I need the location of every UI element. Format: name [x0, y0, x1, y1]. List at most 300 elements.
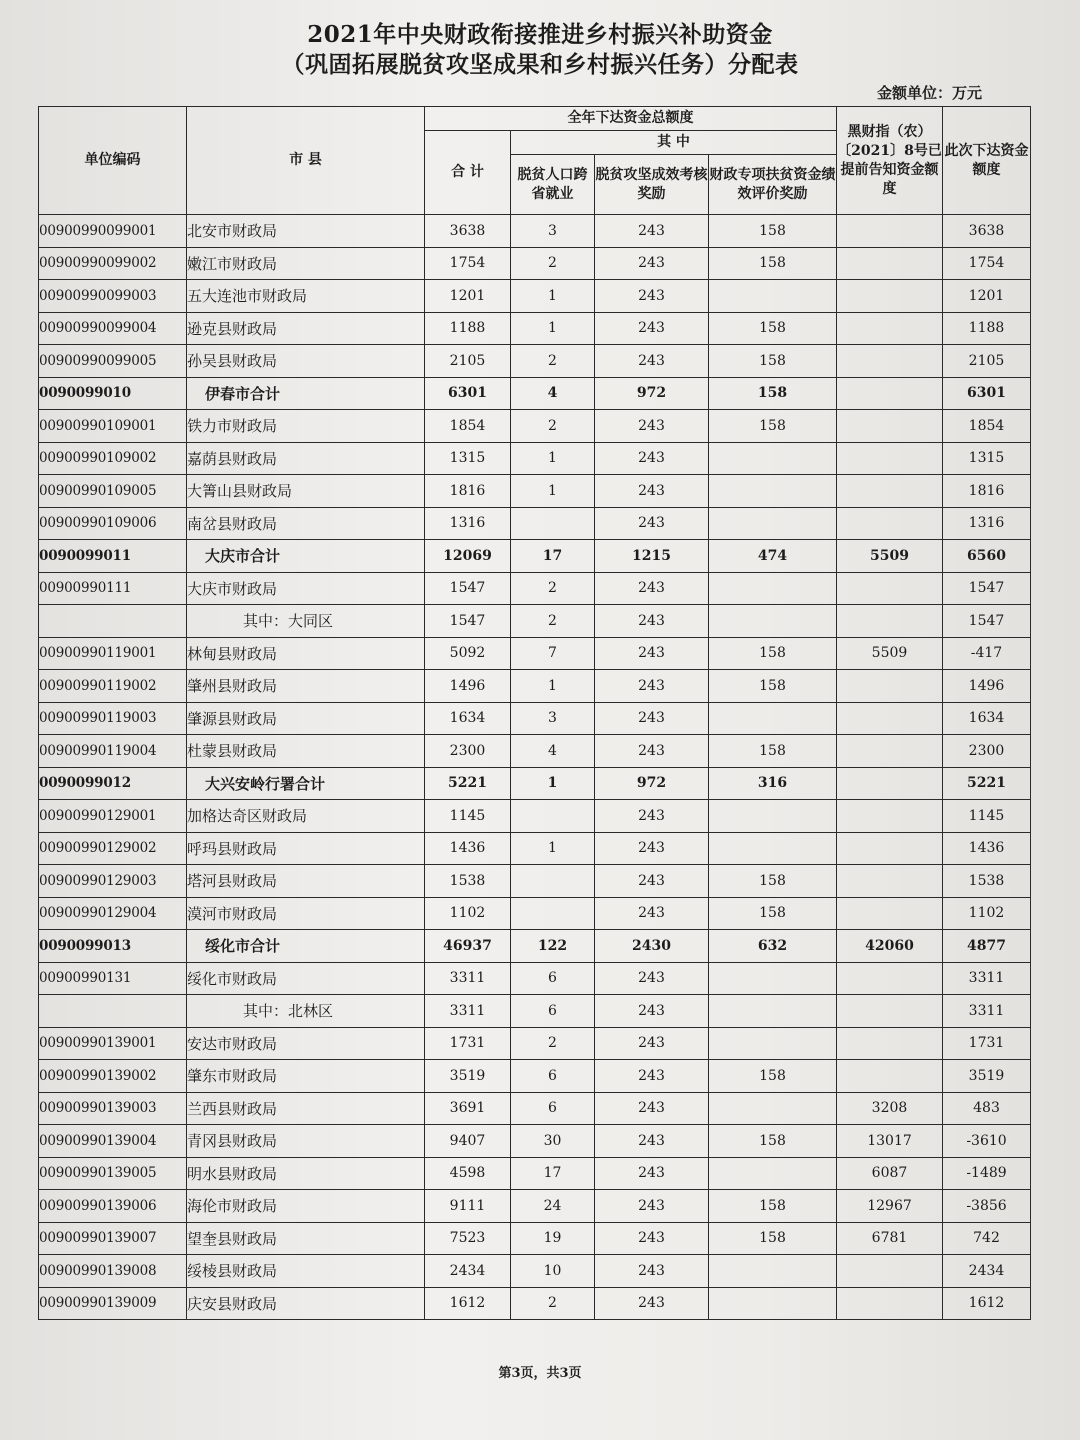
assessment-reward-cell: 243 [595, 572, 709, 605]
performance-reward-cell: 158 [709, 1125, 837, 1158]
assessment-reward-cell: 243 [595, 1027, 709, 1060]
assessment-reward-cell: 243 [595, 897, 709, 930]
sum-cell: 3311 [425, 962, 511, 995]
table-row [39, 345, 1031, 378]
advance-notice-cell: 13017 [837, 1125, 943, 1158]
advance-notice-cell: 5509 [837, 540, 943, 573]
unit-code-cell: 00900990139005 [39, 1157, 187, 1190]
unit-name-cell: 肇州县财政局 [187, 670, 425, 703]
unit-name-cell: 大庆市合计 [187, 540, 425, 573]
performance-reward-cell: 158 [709, 897, 837, 930]
advance-notice-cell [837, 377, 943, 410]
sum-cell: 3311 [425, 995, 511, 1028]
advance-notice-cell [837, 865, 943, 898]
cross-province-cell: 6 [511, 1092, 595, 1125]
table-subtotal-row [39, 540, 1031, 573]
advance-notice-cell [837, 280, 943, 313]
assessment-reward-cell: 243 [595, 995, 709, 1028]
sum-cell: 1547 [425, 605, 511, 638]
current-allocation-cell: 1538 [943, 865, 1031, 898]
current-allocation-cell: 1188 [943, 312, 1031, 345]
unit-name-cell: 杜蒙县财政局 [187, 735, 425, 768]
advance-notice-cell: 3208 [837, 1092, 943, 1125]
sum-cell: 7523 [425, 1222, 511, 1255]
cross-province-cell: 10 [511, 1255, 595, 1288]
table-row [39, 410, 1031, 443]
current-allocation-cell: -3610 [943, 1125, 1031, 1158]
cross-province-cell: 4 [511, 735, 595, 768]
assessment-reward-cell: 243 [595, 312, 709, 345]
current-allocation-cell: 2300 [943, 735, 1031, 768]
unit-name-cell: 嫩江市财政局 [187, 247, 425, 280]
cross-province-cell: 2 [511, 1027, 595, 1060]
cross-province-cell [511, 865, 595, 898]
unit-code-cell: 00900990109001 [39, 410, 187, 443]
unit-name-cell: 肇东市财政局 [187, 1060, 425, 1093]
unit-name-cell: 绥棱县财政局 [187, 1255, 425, 1288]
assessment-reward-cell: 243 [595, 670, 709, 703]
document-title-line1: 2021年中央财政衔接推进乡村振兴补助资金 [307, 21, 773, 48]
advance-notice-cell [837, 702, 943, 735]
cross-province-cell: 4 [511, 377, 595, 410]
performance-reward-cell [709, 280, 837, 313]
unit-name-cell: 其中：北林区 [187, 995, 425, 1028]
unit-name-cell: 铁力市财政局 [187, 410, 425, 443]
unit-name-cell: 加格达奇区财政局 [187, 800, 425, 833]
current-allocation-cell: -3856 [943, 1190, 1031, 1223]
performance-reward-cell: 158 [709, 1222, 837, 1255]
sum-cell: 1102 [425, 897, 511, 930]
current-allocation-cell: 3311 [943, 962, 1031, 995]
header-sum: 合 计 [425, 131, 511, 215]
current-allocation-cell: 6560 [943, 540, 1031, 573]
current-allocation-cell: 2434 [943, 1255, 1031, 1288]
performance-reward-cell [709, 995, 837, 1028]
performance-reward-cell: 158 [709, 735, 837, 768]
current-allocation-cell: 1754 [943, 247, 1031, 280]
sum-cell: 1612 [425, 1287, 511, 1320]
current-allocation-cell: 3519 [943, 1060, 1031, 1093]
performance-reward-cell [709, 605, 837, 638]
table-row [39, 247, 1031, 280]
assessment-reward-cell: 243 [595, 1190, 709, 1223]
unit-name-cell: 肇源县财政局 [187, 702, 425, 735]
unit-code-cell: 00900990119003 [39, 702, 187, 735]
current-allocation-cell: 742 [943, 1222, 1031, 1255]
sum-cell: 5092 [425, 637, 511, 670]
unit-name-cell: 大箐山县财政局 [187, 475, 425, 508]
performance-reward-cell [709, 1287, 837, 1320]
table-row [39, 1125, 1031, 1158]
unit-code-cell: 00900990139008 [39, 1255, 187, 1288]
current-allocation-cell: 1634 [943, 702, 1031, 735]
current-allocation-cell: 6301 [943, 377, 1031, 410]
unit-name-cell: 孙吴县财政局 [187, 345, 425, 378]
assessment-reward-cell: 243 [595, 1222, 709, 1255]
unit-name-cell: 南岔县财政局 [187, 507, 425, 540]
unit-code-cell: 0090099012 [39, 767, 187, 800]
sum-cell: 1538 [425, 865, 511, 898]
unit-name-cell: 大庆市财政局 [187, 572, 425, 605]
unit-code-cell: 00900990139001 [39, 1027, 187, 1060]
advance-notice-cell [837, 1287, 943, 1320]
advance-notice-cell [837, 1060, 943, 1093]
table-row [39, 1222, 1031, 1255]
table-row [39, 507, 1031, 540]
current-allocation-cell: -1489 [943, 1157, 1031, 1190]
advance-notice-cell [837, 247, 943, 280]
table-row [39, 995, 1031, 1028]
unit-code-cell: 00900990129003 [39, 865, 187, 898]
performance-reward-cell: 158 [709, 670, 837, 703]
performance-reward-cell: 158 [709, 377, 837, 410]
table-row [39, 1157, 1031, 1190]
sum-cell: 2105 [425, 345, 511, 378]
unit-name-cell: 北安市财政局 [187, 215, 425, 248]
sum-cell: 9407 [425, 1125, 511, 1158]
unit-name-cell: 望奎县财政局 [187, 1222, 425, 1255]
table-row [39, 800, 1031, 833]
assessment-reward-cell: 243 [595, 442, 709, 475]
performance-reward-cell: 632 [709, 930, 837, 963]
unit-code-cell: 00900990139006 [39, 1190, 187, 1223]
assessment-reward-cell: 972 [595, 767, 709, 800]
unit-name-cell: 青冈县财政局 [187, 1125, 425, 1158]
assessment-reward-cell: 243 [595, 735, 709, 768]
table-row [39, 312, 1031, 345]
advance-notice-cell [837, 832, 943, 865]
cross-province-cell: 1 [511, 670, 595, 703]
header-code: 单位编码 [39, 107, 187, 215]
cross-province-cell: 2 [511, 572, 595, 605]
performance-reward-cell: 158 [709, 1190, 837, 1223]
unit-code-cell: 00900990119002 [39, 670, 187, 703]
performance-reward-cell [709, 1092, 837, 1125]
advance-notice-cell [837, 442, 943, 475]
current-allocation-cell: 483 [943, 1092, 1031, 1125]
table-subtotal-row [39, 930, 1031, 963]
advance-notice-cell [837, 735, 943, 768]
table-row [39, 442, 1031, 475]
unit-code-cell: 00900990139007 [39, 1222, 187, 1255]
sum-cell: 6301 [425, 377, 511, 410]
sum-cell: 1315 [425, 442, 511, 475]
advance-notice-cell [837, 605, 943, 638]
header-cross-province-employment: 脱贫人口跨省就业 [511, 155, 595, 215]
cross-province-cell: 122 [511, 930, 595, 963]
assessment-reward-cell: 243 [595, 280, 709, 313]
unit-code-cell: 00900990129004 [39, 897, 187, 930]
assessment-reward-cell: 243 [595, 865, 709, 898]
unit-name-cell: 海伦市财政局 [187, 1190, 425, 1223]
assessment-reward-cell: 243 [595, 962, 709, 995]
table-row [39, 1060, 1031, 1093]
unit-name-cell: 庆安县财政局 [187, 1287, 425, 1320]
sum-cell: 2434 [425, 1255, 511, 1288]
advance-notice-cell [837, 800, 943, 833]
cross-province-cell: 2 [511, 605, 595, 638]
performance-reward-cell: 474 [709, 540, 837, 573]
advance-notice-cell [837, 767, 943, 800]
sum-cell: 46937 [425, 930, 511, 963]
unit-name-cell: 林甸县财政局 [187, 637, 425, 670]
cross-province-cell: 6 [511, 962, 595, 995]
current-allocation-cell: 1854 [943, 410, 1031, 443]
sum-cell: 1854 [425, 410, 511, 443]
current-allocation-cell: 1316 [943, 507, 1031, 540]
unit-code-cell: 00900990131 [39, 962, 187, 995]
assessment-reward-cell: 1215 [595, 540, 709, 573]
cross-province-cell [511, 800, 595, 833]
current-allocation-cell: -417 [943, 637, 1031, 670]
cross-province-cell: 17 [511, 1157, 595, 1190]
performance-reward-cell: 158 [709, 1060, 837, 1093]
cross-province-cell: 30 [511, 1125, 595, 1158]
table-row [39, 605, 1031, 638]
table-body [39, 215, 1031, 1320]
sum-cell: 5221 [425, 767, 511, 800]
advance-notice-cell [837, 995, 943, 1028]
sum-cell: 1547 [425, 572, 511, 605]
unit-code-cell: 00900990119001 [39, 637, 187, 670]
unit-name-cell: 漠河市财政局 [187, 897, 425, 930]
sum-cell: 1731 [425, 1027, 511, 1060]
current-allocation-cell: 1145 [943, 800, 1031, 833]
cross-province-cell: 19 [511, 1222, 595, 1255]
unit-name-cell: 其中：大同区 [187, 605, 425, 638]
cross-province-cell: 7 [511, 637, 595, 670]
advance-notice-cell [837, 215, 943, 248]
advance-notice-cell: 12967 [837, 1190, 943, 1223]
unit-name-cell: 兰西县财政局 [187, 1092, 425, 1125]
assessment-reward-cell: 243 [595, 1255, 709, 1288]
unit-code-cell: 0090099013 [39, 930, 187, 963]
cross-province-cell: 3 [511, 215, 595, 248]
unit-code-cell: 00900990109002 [39, 442, 187, 475]
sum-cell: 1496 [425, 670, 511, 703]
cross-province-cell: 2 [511, 345, 595, 378]
table-subtotal-row [39, 377, 1031, 410]
advance-notice-cell [837, 670, 943, 703]
table-row [39, 962, 1031, 995]
cross-province-cell: 2 [511, 247, 595, 280]
table-row [39, 280, 1031, 313]
advance-notice-cell [837, 507, 943, 540]
cross-province-cell [511, 897, 595, 930]
header-city: 市 县 [187, 107, 425, 215]
performance-reward-cell: 158 [709, 247, 837, 280]
cross-province-cell: 2 [511, 410, 595, 443]
unit-code-cell: 0090099011 [39, 540, 187, 573]
assessment-reward-cell: 243 [595, 410, 709, 443]
performance-reward-cell [709, 702, 837, 735]
header-assessment-reward: 脱贫攻坚成效考核奖励 [595, 155, 709, 215]
unit-name-cell: 伊春市合计 [187, 377, 425, 410]
unit-code-cell: 00900990139003 [39, 1092, 187, 1125]
unit-code-cell: 00900990139009 [39, 1287, 187, 1320]
unit-name-cell: 五大连池市财政局 [187, 280, 425, 313]
assessment-reward-cell: 243 [595, 832, 709, 865]
current-allocation-cell: 1612 [943, 1287, 1031, 1320]
advance-notice-cell: 5509 [837, 637, 943, 670]
sum-cell: 1201 [425, 280, 511, 313]
unit-name-cell: 逊克县财政局 [187, 312, 425, 345]
unit-name-cell: 绥化市合计 [187, 930, 425, 963]
cross-province-cell: 3 [511, 702, 595, 735]
performance-reward-cell [709, 572, 837, 605]
current-allocation-cell: 1496 [943, 670, 1031, 703]
advance-notice-cell [837, 1027, 943, 1060]
table-row [39, 215, 1031, 248]
assessment-reward-cell: 243 [595, 1157, 709, 1190]
unit-code-cell: 00900990119004 [39, 735, 187, 768]
unit-code-cell: 0090099010 [39, 377, 187, 410]
sum-cell: 1754 [425, 247, 511, 280]
sum-cell: 9111 [425, 1190, 511, 1223]
current-allocation-cell: 2105 [943, 345, 1031, 378]
table-row [39, 475, 1031, 508]
table-row [39, 572, 1031, 605]
sum-cell: 3691 [425, 1092, 511, 1125]
performance-reward-cell: 158 [709, 865, 837, 898]
unit-code-cell: 00900990139004 [39, 1125, 187, 1158]
performance-reward-cell [709, 832, 837, 865]
advance-notice-cell [837, 1255, 943, 1288]
header-current-allocation: 此次下达资金额度 [943, 107, 1031, 215]
current-allocation-cell: 1102 [943, 897, 1031, 930]
table-row [39, 702, 1031, 735]
cross-province-cell: 1 [511, 280, 595, 313]
sum-cell: 1145 [425, 800, 511, 833]
unit-name-cell: 嘉荫县财政局 [187, 442, 425, 475]
assessment-reward-cell: 243 [595, 1125, 709, 1158]
table-row [39, 865, 1031, 898]
cross-province-cell: 2 [511, 1287, 595, 1320]
assessment-reward-cell: 243 [595, 605, 709, 638]
sum-cell: 1436 [425, 832, 511, 865]
header-performance-reward: 财政专项扶贫资金绩效评价奖励 [709, 155, 837, 215]
unit-name-cell: 大兴安岭行署合计 [187, 767, 425, 800]
performance-reward-cell [709, 962, 837, 995]
cross-province-cell: 1 [511, 832, 595, 865]
current-allocation-cell: 1547 [943, 605, 1031, 638]
unit-name-cell: 安达市财政局 [187, 1027, 425, 1060]
performance-reward-cell: 158 [709, 215, 837, 248]
assessment-reward-cell: 243 [595, 1060, 709, 1093]
assessment-reward-cell: 243 [595, 637, 709, 670]
current-allocation-cell: 3638 [943, 215, 1031, 248]
unit-code-cell [39, 605, 187, 638]
performance-reward-cell: 158 [709, 637, 837, 670]
unit-name-cell: 塔河县财政局 [187, 865, 425, 898]
assessment-reward-cell: 243 [595, 247, 709, 280]
current-allocation-cell: 1547 [943, 572, 1031, 605]
assessment-reward-cell: 243 [595, 702, 709, 735]
sum-cell: 1188 [425, 312, 511, 345]
unit-name-cell: 绥化市财政局 [187, 962, 425, 995]
assessment-reward-cell: 243 [595, 1092, 709, 1125]
performance-reward-cell [709, 1255, 837, 1288]
table-row [39, 735, 1031, 768]
unit-code-cell: 00900990109005 [39, 475, 187, 508]
current-allocation-cell: 4877 [943, 930, 1031, 963]
assessment-reward-cell: 2430 [595, 930, 709, 963]
cross-province-cell: 17 [511, 540, 595, 573]
sum-cell: 1634 [425, 702, 511, 735]
cross-province-cell: 6 [511, 995, 595, 1028]
assessment-reward-cell: 243 [595, 345, 709, 378]
table-row [39, 1287, 1031, 1320]
assessment-reward-cell: 243 [595, 1287, 709, 1320]
table-row [39, 637, 1031, 670]
header-advance-notice: 黑财指（农）〔2021〕8号已提前告知资金额度 [837, 107, 943, 215]
current-allocation-cell: 1436 [943, 832, 1031, 865]
unit-code-cell: 00900990139002 [39, 1060, 187, 1093]
sum-cell: 12069 [425, 540, 511, 573]
advance-notice-cell [837, 475, 943, 508]
advance-notice-cell: 42060 [837, 930, 943, 963]
advance-notice-cell [837, 897, 943, 930]
unit-name-cell: 呼玛县财政局 [187, 832, 425, 865]
advance-notice-cell [837, 345, 943, 378]
table-row [39, 832, 1031, 865]
current-allocation-cell: 5221 [943, 767, 1031, 800]
performance-reward-cell: 158 [709, 312, 837, 345]
performance-reward-cell: 316 [709, 767, 837, 800]
advance-notice-cell [837, 312, 943, 345]
current-allocation-cell: 1315 [943, 442, 1031, 475]
sum-cell: 2300 [425, 735, 511, 768]
performance-reward-cell: 158 [709, 410, 837, 443]
unit-code-cell: 00900990099005 [39, 345, 187, 378]
cross-province-cell [511, 507, 595, 540]
assessment-reward-cell: 243 [595, 475, 709, 508]
performance-reward-cell [709, 475, 837, 508]
unit-code-cell: 00900990099004 [39, 312, 187, 345]
current-allocation-cell: 1731 [943, 1027, 1031, 1060]
table-row [39, 670, 1031, 703]
unit-name-cell: 明水县财政局 [187, 1157, 425, 1190]
table-row [39, 1092, 1031, 1125]
performance-reward-cell [709, 1157, 837, 1190]
assessment-reward-cell: 972 [595, 377, 709, 410]
sum-cell: 3519 [425, 1060, 511, 1093]
sum-cell: 4598 [425, 1157, 511, 1190]
cross-province-cell: 1 [511, 475, 595, 508]
table-row [39, 897, 1031, 930]
advance-notice-cell [837, 572, 943, 605]
header-annual-total: 全年下达资金总额度 [425, 107, 837, 131]
unit-code-cell [39, 995, 187, 1028]
amount-unit-note: 金额单位：万元 [876, 84, 982, 102]
table-row [39, 1255, 1031, 1288]
performance-reward-cell [709, 442, 837, 475]
cross-province-cell: 1 [511, 442, 595, 475]
unit-code-cell: 00900990109006 [39, 507, 187, 540]
cross-province-cell: 24 [511, 1190, 595, 1223]
sum-cell: 1816 [425, 475, 511, 508]
current-allocation-cell: 3311 [943, 995, 1031, 1028]
unit-code-cell: 00900990099002 [39, 247, 187, 280]
unit-code-cell: 00900990111 [39, 572, 187, 605]
advance-notice-cell: 6087 [837, 1157, 943, 1190]
performance-reward-cell: 158 [709, 345, 837, 378]
unit-code-cell: 00900990129001 [39, 800, 187, 833]
unit-code-cell: 00900990099003 [39, 280, 187, 313]
advance-notice-cell [837, 962, 943, 995]
performance-reward-cell [709, 1027, 837, 1060]
cross-province-cell: 1 [511, 767, 595, 800]
